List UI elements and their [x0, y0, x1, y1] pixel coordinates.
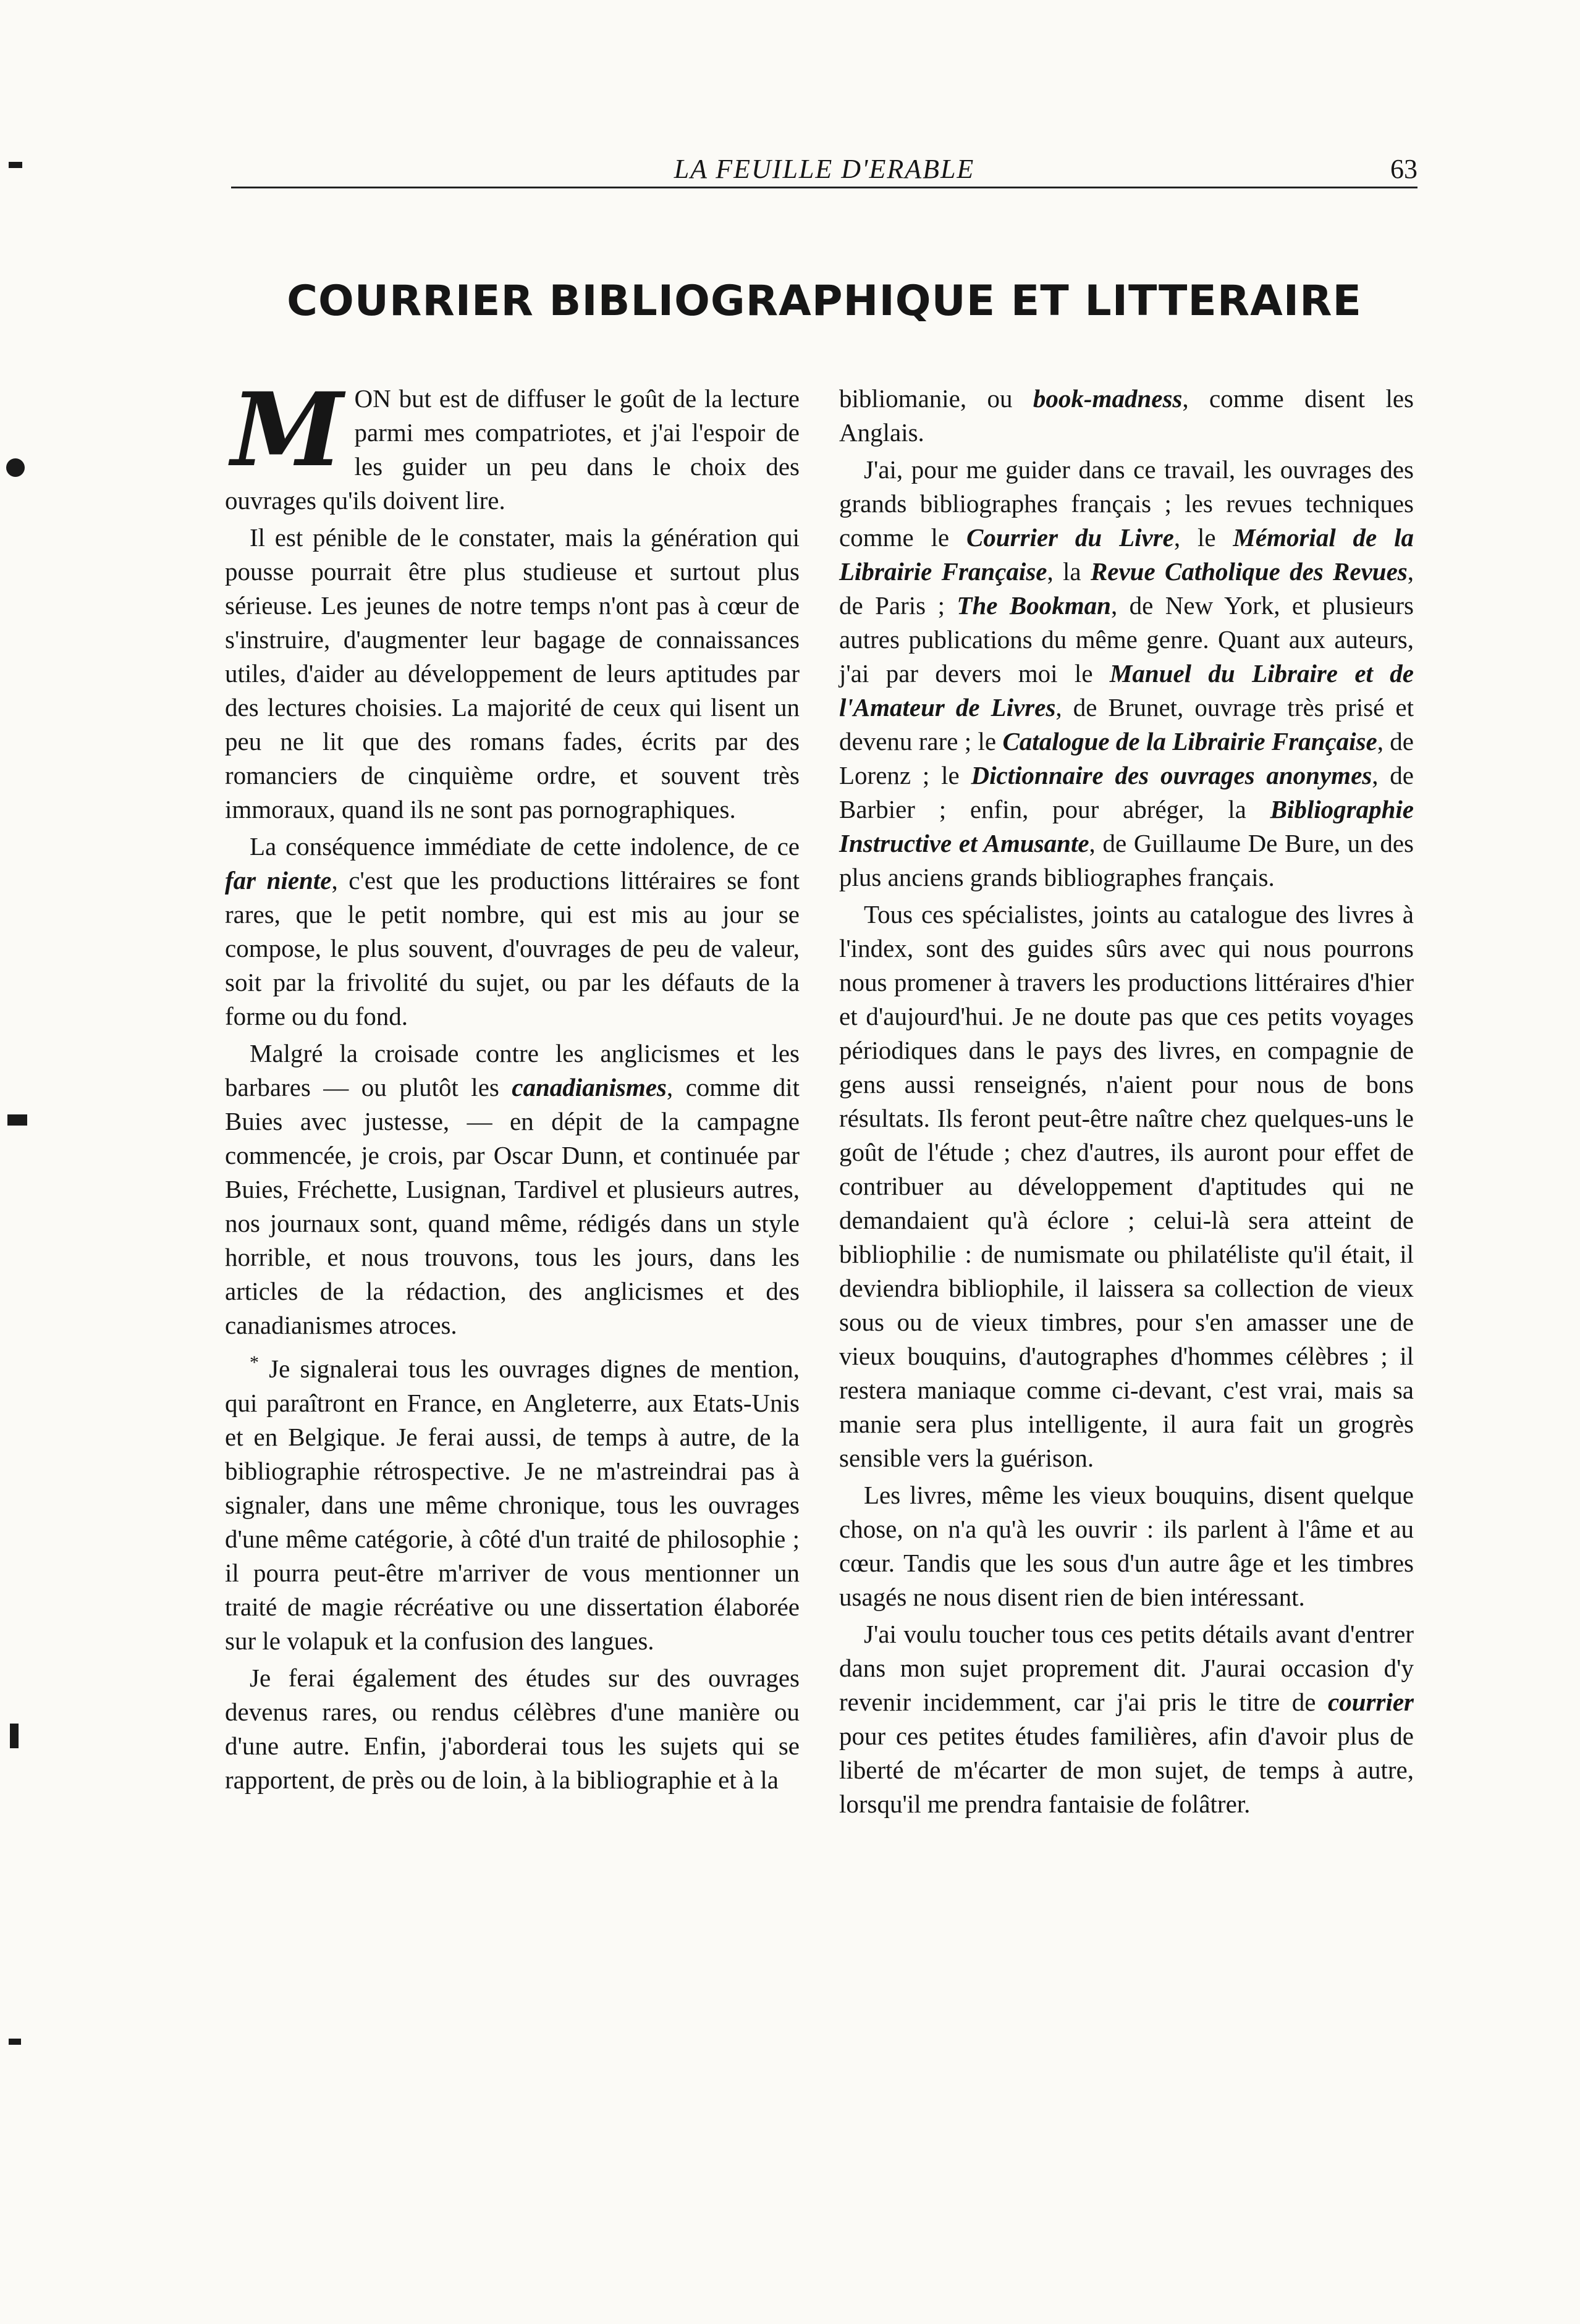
paragraph: Les livres, même les vieux bouquins, disent quelque chose, on n'a qu'à les ouvrir : ils parlent à l'âme et au cœur. Tandis que les sous d'un autre âge et les timbres usagés ne nous disent rien de bien intéressant. [839, 1481, 1414, 1611]
paragraph: Il est pénible de le constater, mais la génération qui pousse pourrait être plus studieuse et surtout plus sérieuse. Les jeunes de notre temps n'ont pas à cœur de s'instruire, d'augmenter leur bagage de connaissances utiles, d'aider au développement de leurs aptitudes par des lectures choisies. La majorité de ceux qui lisent un peu ne lit que des romans fades, écrits par des romanciers de cinquième ordre, et souvent très immoraux, quand ils ne sont pas pornographiques. [225, 523, 800, 823]
binding-mark [9, 162, 22, 168]
paragraph: Tous ces spécialistes, joints au catalogue des livres à l'index, sont des guides sûrs avec qui nous pourrons nous promener à travers les productions littéraires d'hier et d'aujourd'hui. Je ne doute pas que ces petits voyages périodiques dans le pays des livres, en compagnie de gens aussi renseignés, n'aient pour nous de bons résultats. Ils feront peut-être naître chez quelques-uns le goût de l'étude ; chez d'autres, ils auront pour effet de contribuer au développement d'aptitudes qui ne demandaient qu'à éclore ; celui-là sera atteint de bibliophilie : de numismate ou philatéliste qu'il était, il deviendra bibliophile, il laissera sa collection de vieux sous ou de vieux timbres, pour s'en amasser une de vieux bouquins, d'autographes d'hommes célèbres ; il restera maniaque comme ci-devant, c'est vrai, mais sa manie sera plus intelligente, il aura fait un grogrès sensible vers la guérison. [839, 900, 1414, 1472]
paragraph: MON but est de diffuser le goût de la lecture parmi mes compatriotes, et j'ai l'espoir de les guider un peu dans le choix des ouvrages qu'ils doivent lire. [225, 370, 800, 515]
drop-cap: M [231, 370, 344, 489]
binding-mark [9, 2039, 21, 2045]
paragraph: Je ferai également des études sur des ouvrages devenus rares, ou rendus célèbres d'une manière ou d'une autre. Enfin, j'aborderai tous les sujets qui se rapportent, de près ou de loin, à la bibliographie et à la [225, 1663, 800, 1794]
right-column [839, 382, 1414, 1824]
left-column [225, 370, 800, 1800]
paragraph: Malgré la croisade contre les anglicismes et les barbares — ou plutôt les canadianismes, comme dit Buies avec justesse, — en dépit de la campagne commencée, je crois, par Oscar Dunn, et continuée par Buies, Fréchette, Lusignan, Tardivel et plusieurs autres, nos journaux sont, quand même, rédigés dans un style horrible, et nous trouvons, tous les jours, dans les articles de la rédaction, des anglicismes et des canadianismes atroces. [225, 1039, 800, 1339]
paragraph: bibliomanie, ou book-madness, comme disent les Anglais. [839, 384, 1414, 447]
binding-mark [7, 1114, 27, 1126]
paragraph: J'ai voulu toucher tous ces petits détails avant d'entrer dans mon sujet proprement dit. J'aurai occasion d'y revenir incidemment, car j'ai pris le titre de courrier pour ces petites études familières, afin d'avoir plus de liberté de m'écarter de mon sujet, de temps à autre, lorsqu'il me prendra fantaisie de folâtrer. [839, 1620, 1414, 1818]
article-title: COURRIER BIBLIOGRAPHIQUE ET LITTERAIRE [287, 277, 1362, 326]
paragraph: La conséquence immédiate de cette indolence, de ce far niente, c'est que les productions littéraires se font rares, que le petit nombre, qui est mis au jour se compose, le plus souvent, d'ouvrages de peu de valeur, soit par la frivolité du sujet, ou par les défauts de la forme ou du fond. [225, 832, 800, 1030]
binding-mark [6, 458, 25, 477]
asterism: * [250, 1352, 259, 1373]
binding-mark [10, 1724, 19, 1748]
page-number: 63 [1390, 154, 1417, 184]
running-title: LA FEUILLE D'ERABLE [674, 154, 975, 184]
page-header [231, 148, 1417, 188]
paragraph: * Je signalerai tous les ouvrages dignes de mention, qui paraîtront en France, en Angleterre, aux Etats-Unis et en Belgique. Je ferai aussi, de temps à autre, de la bibliographie rétrospective. Je ne m'astreindrai pas à signaler, dans une même chronique, tous les ouvrages d'une même catégorie, à côté d'un traité de philosophie ; il pourra peut-être m'arriver de vous mentionner un traité de magie récréative ou une dissertation élaborée sur le volapuk et la confusion des langues. [225, 1352, 800, 1655]
paragraph: J'ai, pour me guider dans ce travail, les ouvrages des grands bibliographes français ; les revues techniques comme le Courrier du Livre, le Mémorial de la Librairie Française, la Revue Catholique des Revues, de Paris ; The Bookman, de New York, et plusieurs autres publications du même genre. Quant aux auteurs, j'ai par devers moi le Manuel du Libraire et de l'Amateur de Livres, de Brunet, ouvrage très prisé et devenu rare ; le Catalogue de la Librairie Française, de Lorenz ; le Dictionnaire des ouvrages anonymes, de Barbier ; enfin, pour abréger, la Bibliographie Instructive et Amusante, de Guillaume De Bure, un des plus anciens grands bibliographes français. [839, 455, 1414, 891]
